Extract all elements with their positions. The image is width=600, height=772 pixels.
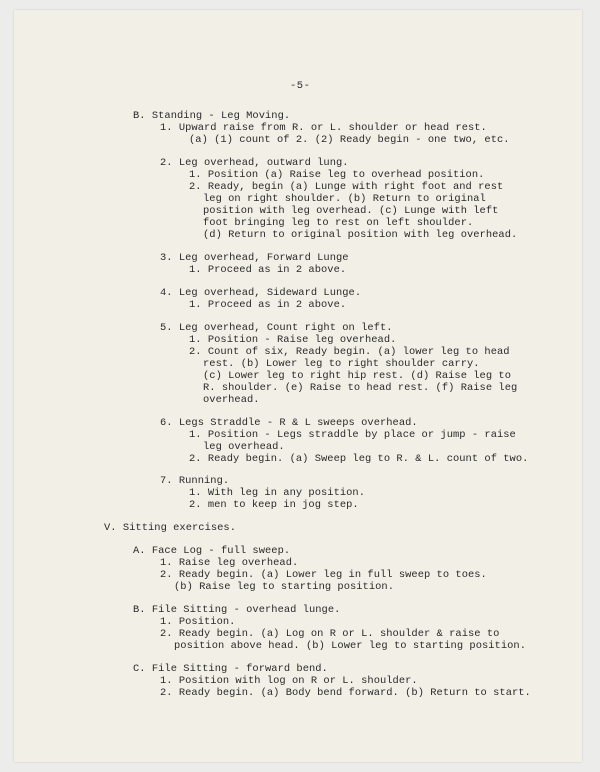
text-line: 2. men to keep in jog step.: [189, 499, 359, 512]
text-line: 1. With leg in any position.: [189, 487, 365, 500]
text-line: 2. Ready begin. (a) Lower leg in full sweep to toes.: [160, 569, 487, 582]
text-line: overhead.: [203, 393, 260, 406]
text-line: R. shoulder. (e) Raise to head rest. (f) Raise leg: [203, 381, 518, 394]
document-body: [14, 10, 582, 762]
text-line: B. File Sitting - overhead lunge.: [133, 604, 341, 617]
text-line: 2. Count of six, Ready begin. (a) lower leg to head: [189, 345, 510, 358]
text-line: 4. Leg overhead, Sideward Lunge.: [160, 286, 362, 299]
text-line: V. Sitting exercises.: [104, 522, 236, 535]
text-line: 3. Leg overhead, Forward Lunge: [160, 251, 349, 264]
text-line: (b) Raise leg to starting position.: [174, 581, 394, 594]
text-line: 1. Raise leg overhead.: [160, 557, 299, 570]
text-line: position with leg overhead. (c) Lunge with left: [203, 204, 499, 217]
page-number: -5-: [290, 80, 311, 92]
text-line: 1. Position (a) Raise leg to overhead position.: [189, 168, 485, 181]
text-line: 2. Ready begin. (a) Body bend forward. (b) Return to start.: [160, 687, 531, 699]
text-line: 2. Ready begin. (a) Log on R or L. shoulder & raise to: [160, 628, 500, 641]
text-line: 2. Ready, begin (a) Lunge with right foot and rest: [189, 180, 504, 193]
text-line: rest. (b) Lower leg to right shoulder carry.: [203, 357, 480, 370]
document-page: [14, 10, 582, 762]
text-line: (c) Lower leg to right hip rest. (d) Raise leg to: [203, 369, 511, 382]
text-line: 2. Leg overhead, outward lung.: [160, 156, 349, 169]
text-line: 1. Position - Raise leg overhead.: [189, 333, 397, 346]
text-line: 7. Running.: [160, 475, 230, 488]
text-line: foot bringing leg to rest on left shoulder.: [203, 216, 474, 229]
text-line: 1. Position - Legs straddle by place or jump - raise: [189, 428, 516, 441]
text-line: 5. Leg overhead, Count right on left.: [160, 321, 393, 334]
text-line: C. File Sitting - forward bend.: [133, 663, 328, 675]
text-line: 2. Ready begin. (a) Sweep leg to R. & L. count of two.: [189, 452, 529, 465]
text-line: (d) Return to original position with leg overhead.: [203, 228, 518, 241]
text-line: leg on right shoulder. (b) Return to original: [203, 192, 486, 205]
text-line: position above head. (b) Lower leg to starting position.: [174, 640, 526, 653]
text-line: 1. Upward raise from R. or L. shoulder or head rest.: [160, 122, 487, 134]
text-line: (a) (1) count of 2. (2) Ready begin - one two, etc.: [189, 134, 510, 146]
text-line: leg overhead.: [203, 440, 285, 453]
text-line: 1. Proceed as in 2 above.: [189, 263, 347, 276]
text-line: B. Standing - Leg Moving.: [133, 110, 291, 122]
text-line: A. Face Log - full sweep.: [133, 545, 291, 558]
text-line: 1. Position with log on R or L. shoulder.: [160, 675, 418, 687]
text-line: 1. Proceed as in 2 above.: [189, 298, 347, 311]
text-line: 6. Legs Straddle - R & L sweeps overhead.: [160, 416, 418, 429]
text-line: 1. Position.: [160, 616, 236, 629]
